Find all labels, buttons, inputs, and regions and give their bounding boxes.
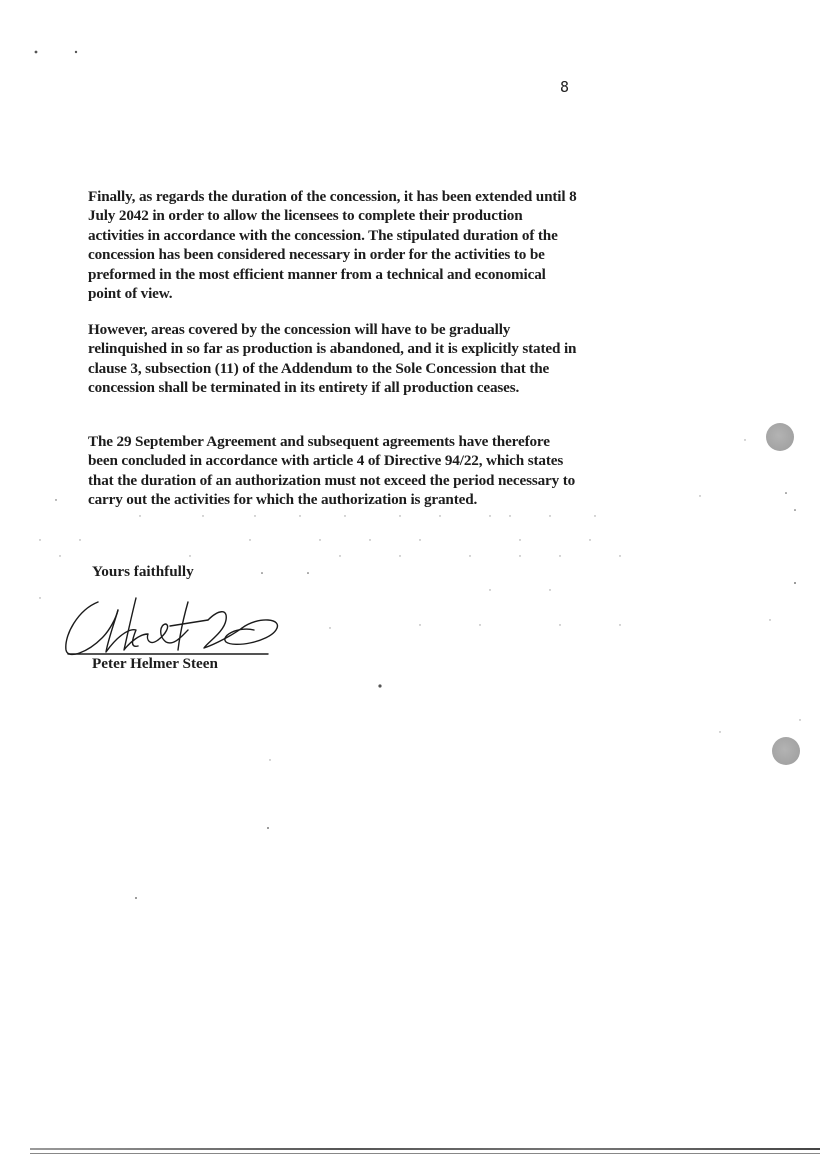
punch-hole <box>772 737 800 765</box>
handwritten-signature <box>58 590 288 665</box>
page-edge-line <box>30 1148 820 1150</box>
paragraph-duration: Finally, as regards the duration of the concession, it has been extended until 8 July 2042 in order to allow the licensees to complete their production activities in accordance with the concession. The stipulated duration of the concession has been considered necessary in order for the activities to be preformed in the most efficient manner from a technical and economical point of view. <box>88 188 577 303</box>
signer-name: Peter Helmer Steen <box>92 655 218 672</box>
closing-salutation: Yours faithfully <box>92 563 194 580</box>
page-edge-line <box>30 1153 820 1154</box>
paragraph-relinquishment: However, areas covered by the concession will have to be gradually relinquished in so far as production is abandoned, and it is explicitly stated in clause 3, subsection (11) of the Addendum to the Sole Concession that the concession shall be terminated in its entirety if all production ceases. <box>88 321 577 397</box>
punch-hole <box>766 423 794 451</box>
page-number: 8 <box>560 78 570 96</box>
paragraph-directive: The 29 September Agreement and subsequent agreements have therefore been concluded in accordance with article 4 of Directive 94/22, which states that the duration of an authorization must not exceed the period necessary to carry out the activities for which the authorization is granted. <box>88 433 576 509</box>
